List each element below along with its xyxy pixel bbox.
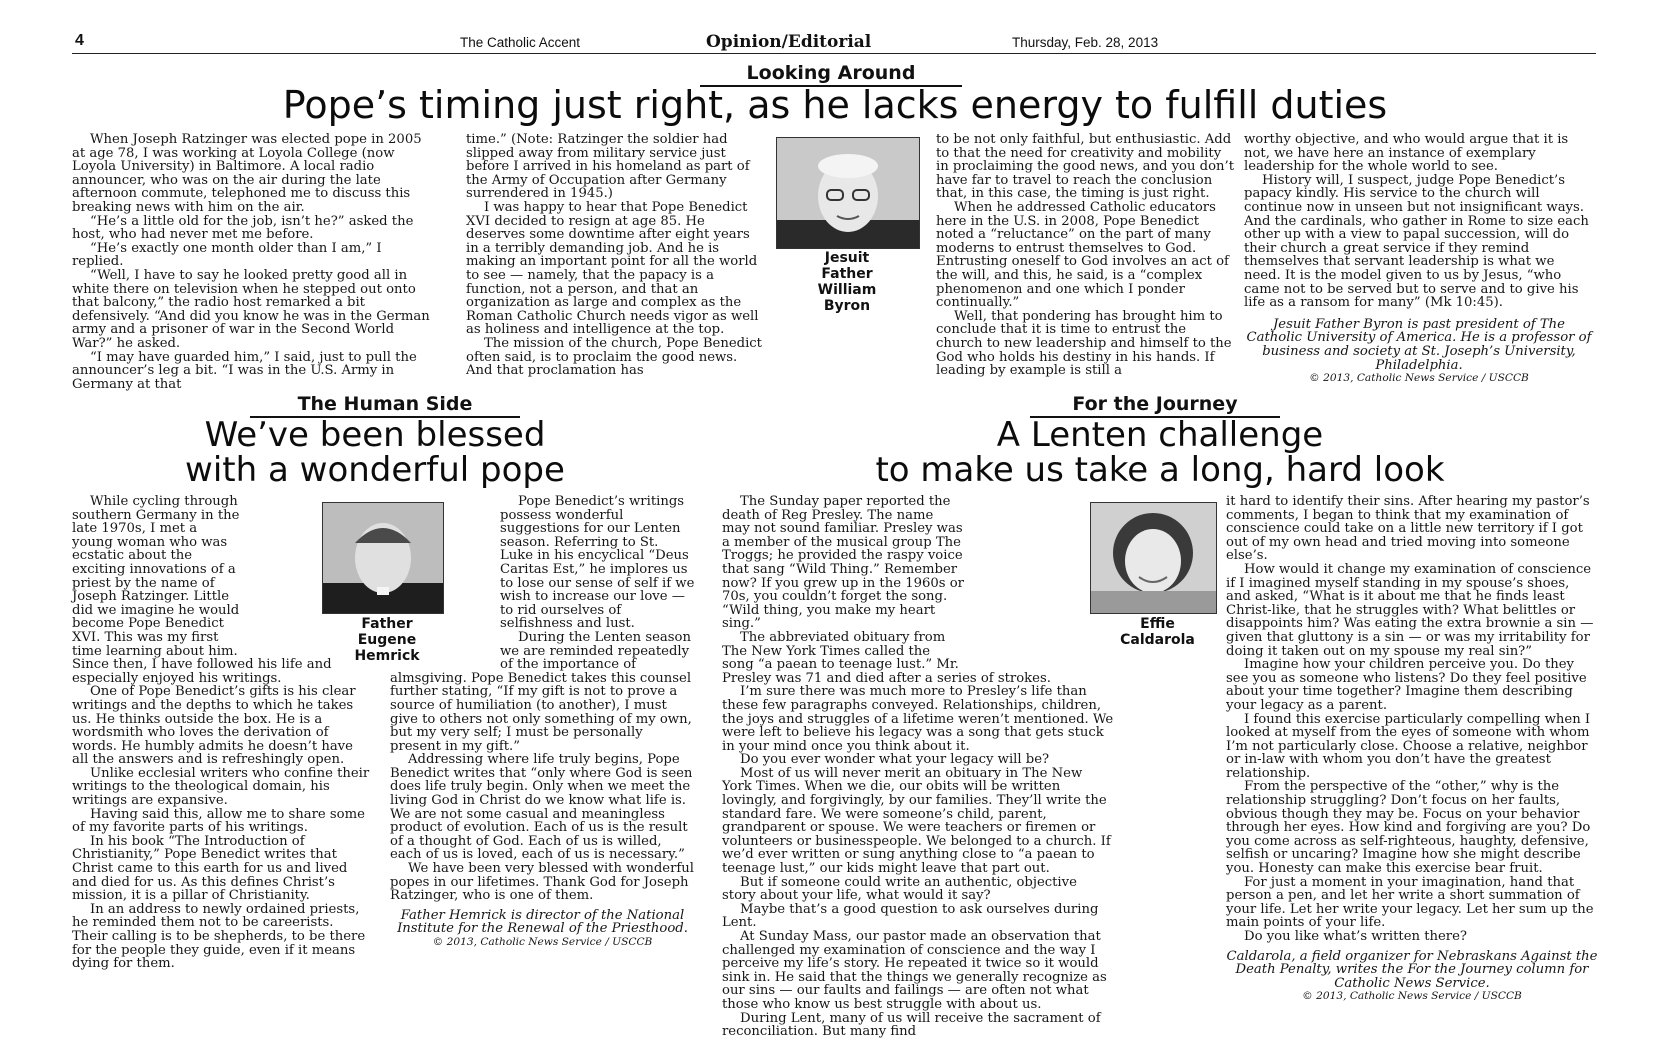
byron-photo bbox=[776, 137, 920, 249]
top-signature bbox=[1244, 318, 1594, 386]
paper-name: The Catholic Accent bbox=[460, 35, 581, 50]
photo-spacer bbox=[390, 495, 500, 660]
masthead-rule bbox=[72, 53, 1596, 54]
paragraph: “He’s a little old for the job, isn’t he?” asked the host, who had never met me before. bbox=[72, 213, 414, 243]
paragraph: How would it change my examination of conscience if I imagined myself standing in my spouse’s shoes, and asked, “What is it about me that he finds least Christ-like, that he struggles with? What belittles or disappoints him? Was eating the extra brownie a sin — given that gluttony is a sin — or was my irritability for doing it taken out on my spouse my real sin?” bbox=[1226, 561, 1594, 659]
paragraph: Unlike ecclesial writers who confine their writings to the theological domain, his writings are expansive. bbox=[72, 765, 370, 809]
top-column-3 bbox=[936, 133, 1236, 383]
paragraph: One of Pope Benedict’s gifts is his clear writings and the depths to which he takes us. He thinks outside the box. He is a wordsmith who loves the derivation of words. He humbly admits he doesn’t have all the answers and is refreshingly open. bbox=[72, 684, 356, 768]
right-headline bbox=[720, 415, 1600, 490]
right-kicker: For the Journey bbox=[1030, 393, 1280, 418]
paragraph: to be not only faithful, but enthusiastic. Add to that the need for creativity and mobility in proclaiming the good news, and you don’t have far to travel to reach the conclusion that, in this case, the timing is just right. bbox=[936, 132, 1235, 202]
top-column-1 bbox=[72, 132, 437, 392]
paragraph: Addressing where life truly begins, Pope Benedict writes that “only where God is seen does life truly begin. Only when we meet the living God in Christ do we know what life is. We are not some casual and meaningless product of evolution. Each of us is the result of a thought of God. Each of us is willed, each of us is loved, each of us is necessary.” bbox=[390, 752, 693, 863]
caldarola-caption bbox=[1100, 616, 1215, 648]
left-headline bbox=[80, 415, 670, 490]
paragraph: When he addressed Catholic educators here in the U.S. in 2008, Pope Benedict noted a “reluctance” on the part of many moderns to entrust themselves to God. Entrusting oneself to God involves an act of the will, and this, he said, is a “complex phenomenon and one which I ponder continually.” bbox=[936, 199, 1229, 311]
author-bio: Father Hemrick is director of the National Institute for the Renewal of the Priesthood. bbox=[397, 907, 688, 937]
paragraph: But if someone could write an authentic, objective story about your life, what would it say? bbox=[722, 874, 1077, 904]
paragraph: During the Lenten season we are reminded repeatedly of the importance of almsgiving. Pope Benedict takes this counsel further stating, “If my gift is not to prove a source of humiliation (to another), I must give to others not only something of my own, but my very self; I must be personally present in my gift.” bbox=[390, 629, 692, 754]
left-column-2 bbox=[390, 495, 695, 1005]
paragraph: Do you like what’s written there? bbox=[1244, 929, 1467, 944]
paragraph: At Sunday Mass, our pastor made an observation that challenged my examination of conscience and the way I perceive my life’s story. He repeated it twice so it would sink in. He said that the things we generally recognize as our sins — our faults and failings — are often not what those who know us best struggle with about us. bbox=[722, 929, 1107, 1012]
top-column-2b bbox=[466, 313, 846, 383]
left-signature bbox=[390, 909, 695, 950]
headline-line: A Lenten challenge bbox=[996, 415, 1324, 455]
caption-line: Jesuit bbox=[824, 250, 870, 266]
caption-line: Eugene bbox=[357, 632, 417, 648]
byron-portrait-image bbox=[777, 138, 919, 248]
paragraph: “He’s exactly one month older than I am,” I replied. bbox=[72, 240, 382, 270]
paragraph: For just a moment in your imagination, hand that person a pen, and let her write a short summation of your life. Let her write your legacy. Let her sum up the main points of your life. bbox=[1226, 874, 1594, 931]
paragraph: “Well, I have to say he looked pretty good all in white there on television when he stepped out onto that balcony,” the radio host remarked a bit defensively. “And did you know he was in the German army and a prisoner of war in the Second World War?” he asked. bbox=[72, 267, 430, 351]
caldarola-photo bbox=[1090, 502, 1217, 614]
byron-caption bbox=[786, 250, 908, 314]
paragraph: In an address to newly ordained priests, he reminded them not to be careerists. Their calling is to be shepherds, to be there for the people they guide, even if it means dying for them. bbox=[72, 901, 366, 972]
caldarola-portrait-image bbox=[1091, 503, 1216, 613]
top-kicker: Looking Around bbox=[700, 62, 962, 87]
paragraph: In his book “The Introduction of Christianity,” Pope Benedict writes that Christ came to this earth for us and lived and died for us. As this defines Christ’s mission, it is a pillar of Christianity. bbox=[72, 833, 348, 904]
right-signature bbox=[1226, 950, 1598, 1004]
section-title: Opinion/Editorial bbox=[706, 32, 872, 52]
issue-date: Thursday, Feb. 28, 2013 bbox=[1012, 35, 1159, 50]
masthead bbox=[0, 32, 1671, 52]
paragraph: History will, I suspect, judge Pope Benedict’s papacy kindly. His service to the church will continue now in unseen but not insignificant ways. And the cardinals, who gather in Rome to size each other up with a view to papal succession, will do their church a great service if they remind themselves that servant leadership is what we need. It is the model given to us by Jesus, “who came not to be served but to serve and to give his life as a ransom for many” (Mk 10:45). bbox=[1244, 172, 1589, 311]
paragraph: Do you ever wonder what your legacy will be? bbox=[740, 752, 1050, 768]
copyright-credit: © 2013, Catholic News Service / USCCB bbox=[1309, 372, 1529, 385]
left-kicker: The Human Side bbox=[250, 393, 520, 418]
paragraph: I was happy to hear that Pope Benedict XVI decided to resign at age 85. He deserves some downtime after eight years in a terribly demanding job. And he is making an important point for all the world to see — namely, that the papacy is a function, not a person, and that an organization as large and complex as the Roman Catholic Church needs vigor as well as holiness and intelligence at the top. bbox=[466, 199, 759, 338]
caption-line: Byron bbox=[823, 298, 871, 314]
caption-line: Caldarola bbox=[1120, 632, 1195, 648]
paragraph: Most of us will never merit an obituary in The New York Times. When we die, our obits will be written lovingly, and forgivingly, by our families. They’ll write the standard fare. We were someone’s child, parent, grandparent or spouse. We were teachers or firemen or volunteers or businesspeople. We belonged to a church. If we’d ever written or sung anything close to “a paean to teenage lust,” our kids might leave that part out. bbox=[722, 765, 1111, 877]
paragraph: The mission of the church, Pope Benedict often said, is to proclaim the good news. And that proclamation has bbox=[466, 335, 762, 379]
paragraph: Imagine how your children perceive you. Do they see you as someone who listens? Do they feel positive about your time together? Imagine them describing your legacy as a parent. bbox=[1226, 657, 1587, 713]
caption-line: Father bbox=[361, 616, 413, 632]
paragraph: The abbreviated obituary from The New York Times called the song “a paean to teenage lust.” Mr. Presley was 71 and died after a series of strokes. bbox=[722, 629, 1051, 686]
author-bio: Caldarola, a field organizer for Nebraskans Against the Death Penalty, writes the For the Journey column for Catholic News Service. bbox=[1226, 948, 1598, 991]
paragraph: We have been very blessed with wonderful popes in our lifetimes. Thank God for Joseph Ratzinger, who is one of them. bbox=[390, 861, 695, 904]
paragraph: From the perspective of the “other,” why is the relationship struggling? Don’t focus on her faults, obvious though they may be. Focus on your behavior through her eyes. How kind and forgiving are you? Do you come across as self-righteous, haughty, defensive, selfish or uncaring? Imagine how she might describe you. Honesty can make this exercise bear fruit. bbox=[1226, 779, 1591, 877]
paragraph: Pope Benedict’s writings possess wonderful suggestions for our Lenten season. Referring to St. Luke in his encyclical “Deus Caritas Est,” he implores us to lose our sense of self if we wish to increase our love — to rid ourselves of selfishness and lust. bbox=[500, 494, 695, 632]
paragraph: During Lent, many of us will receive the sacrament of reconciliation. But many find bbox=[722, 1010, 1101, 1039]
paragraph: it hard to identify their sins. After hearing my pastor’s comments, I began to think that my examination of conscience could take on a little new territory if I got out of my own head and tried moving into someone else’s. bbox=[1226, 494, 1590, 564]
paragraph: Maybe that’s a good question to ask ourselves during Lent. bbox=[722, 901, 1099, 931]
caption-line: Hemrick bbox=[354, 648, 420, 664]
paragraph: While cycling through southern Germany in the late 1970s, I met a young woman who was ecstatic about the exciting innovations of a priest by the name of Joseph Ratzinger. Little did we imagine he would become Pope Benedict XVI. This was my first time learning about him. Since then, I have followed his life and especially enjoyed his writings. bbox=[72, 494, 332, 686]
paragraph: worthy objective, and who would argue that it is not, we have here an instance of exemplary leadership for the whole world to see. bbox=[1244, 132, 1569, 175]
top-column-4 bbox=[1244, 133, 1594, 383]
paragraph: I found this exercise particularly compelling when I looked at myself from the eyes of someone with whom I’m not particularly close. Choose a relative, neighbor or in-law with whom you don’t have the greatest relationship. bbox=[1226, 711, 1591, 781]
headline-line: We’ve been blessed bbox=[204, 415, 546, 455]
copyright-credit: © 2013, Catholic News Service / USCCB bbox=[432, 936, 653, 948]
right-column-1 bbox=[722, 494, 1114, 1039]
page-number: 4 bbox=[75, 32, 84, 49]
paragraph: Having said this, allow me to share some of my favorite parts of his writings. bbox=[72, 806, 365, 836]
paragraph: The Sunday paper reported the death of Reg Presley. The name may not sound familiar. Presley was a member of the musical group The Troggs; he provided the raspy voice that sang “Wild Thing.” Remember now? If you grew up in the 1960s or 70s, you couldn’t forget the song. “Wild thing, you make my heart sing.” bbox=[722, 494, 964, 632]
headline-line: with a wonderful pope bbox=[185, 449, 565, 490]
paragraph: I’m sure there was much more to Presley’s life than these few paragraphs conveyed. Relationships, children, the joys and struggles of a lifetime weren’t mentioned. We were left to believe his legacy was a song that gets stuck in your mind once you think about it. bbox=[722, 684, 1114, 754]
author-bio: Jesuit Father Byron is past president of The Catholic University of America. He is a professor of business and society at St. Joseph’s University, Philadelphia. bbox=[1246, 316, 1592, 373]
copyright-credit: © 2013, Catholic News Service / USCCB bbox=[1302, 990, 1522, 1003]
paragraph: Well, that pondering has brought him to conclude that it is time to entrust the church to new leadership and himself to the God who holds his destiny in his hands. If leading by example is still a bbox=[936, 308, 1232, 379]
caption-line: Father bbox=[821, 266, 873, 282]
paragraph: “I may have guarded him,” I said, just to pull the announcer’s leg a bit. “I was in the U.S. Army in Germany at that bbox=[72, 349, 417, 392]
caption-line: William bbox=[817, 282, 877, 298]
paragraph: When Joseph Ratzinger was elected pope in 2005 at age 78, I was working at Loyola College (now Loyola University) in Baltimore. A local radio announcer, who was on the air during the late afternoon commute, telephoned me to discuss this breaking news with him on the air. bbox=[72, 132, 422, 215]
headline-line: to make us take a long, hard look bbox=[875, 449, 1445, 490]
paragraph: time.” (Note: Ratzinger the soldier had slipped away from military service just before I arrived in his homeland as part of the Army of Occupation after Germany surrendered in 1945.) bbox=[466, 132, 750, 202]
caption-line: Effie bbox=[1140, 616, 1175, 632]
right-column-2 bbox=[1226, 494, 1598, 1003]
top-column-2 bbox=[466, 132, 766, 379]
top-headline: Pope’s timing just right, as he lacks energy to fulfill duties bbox=[282, 83, 1388, 127]
